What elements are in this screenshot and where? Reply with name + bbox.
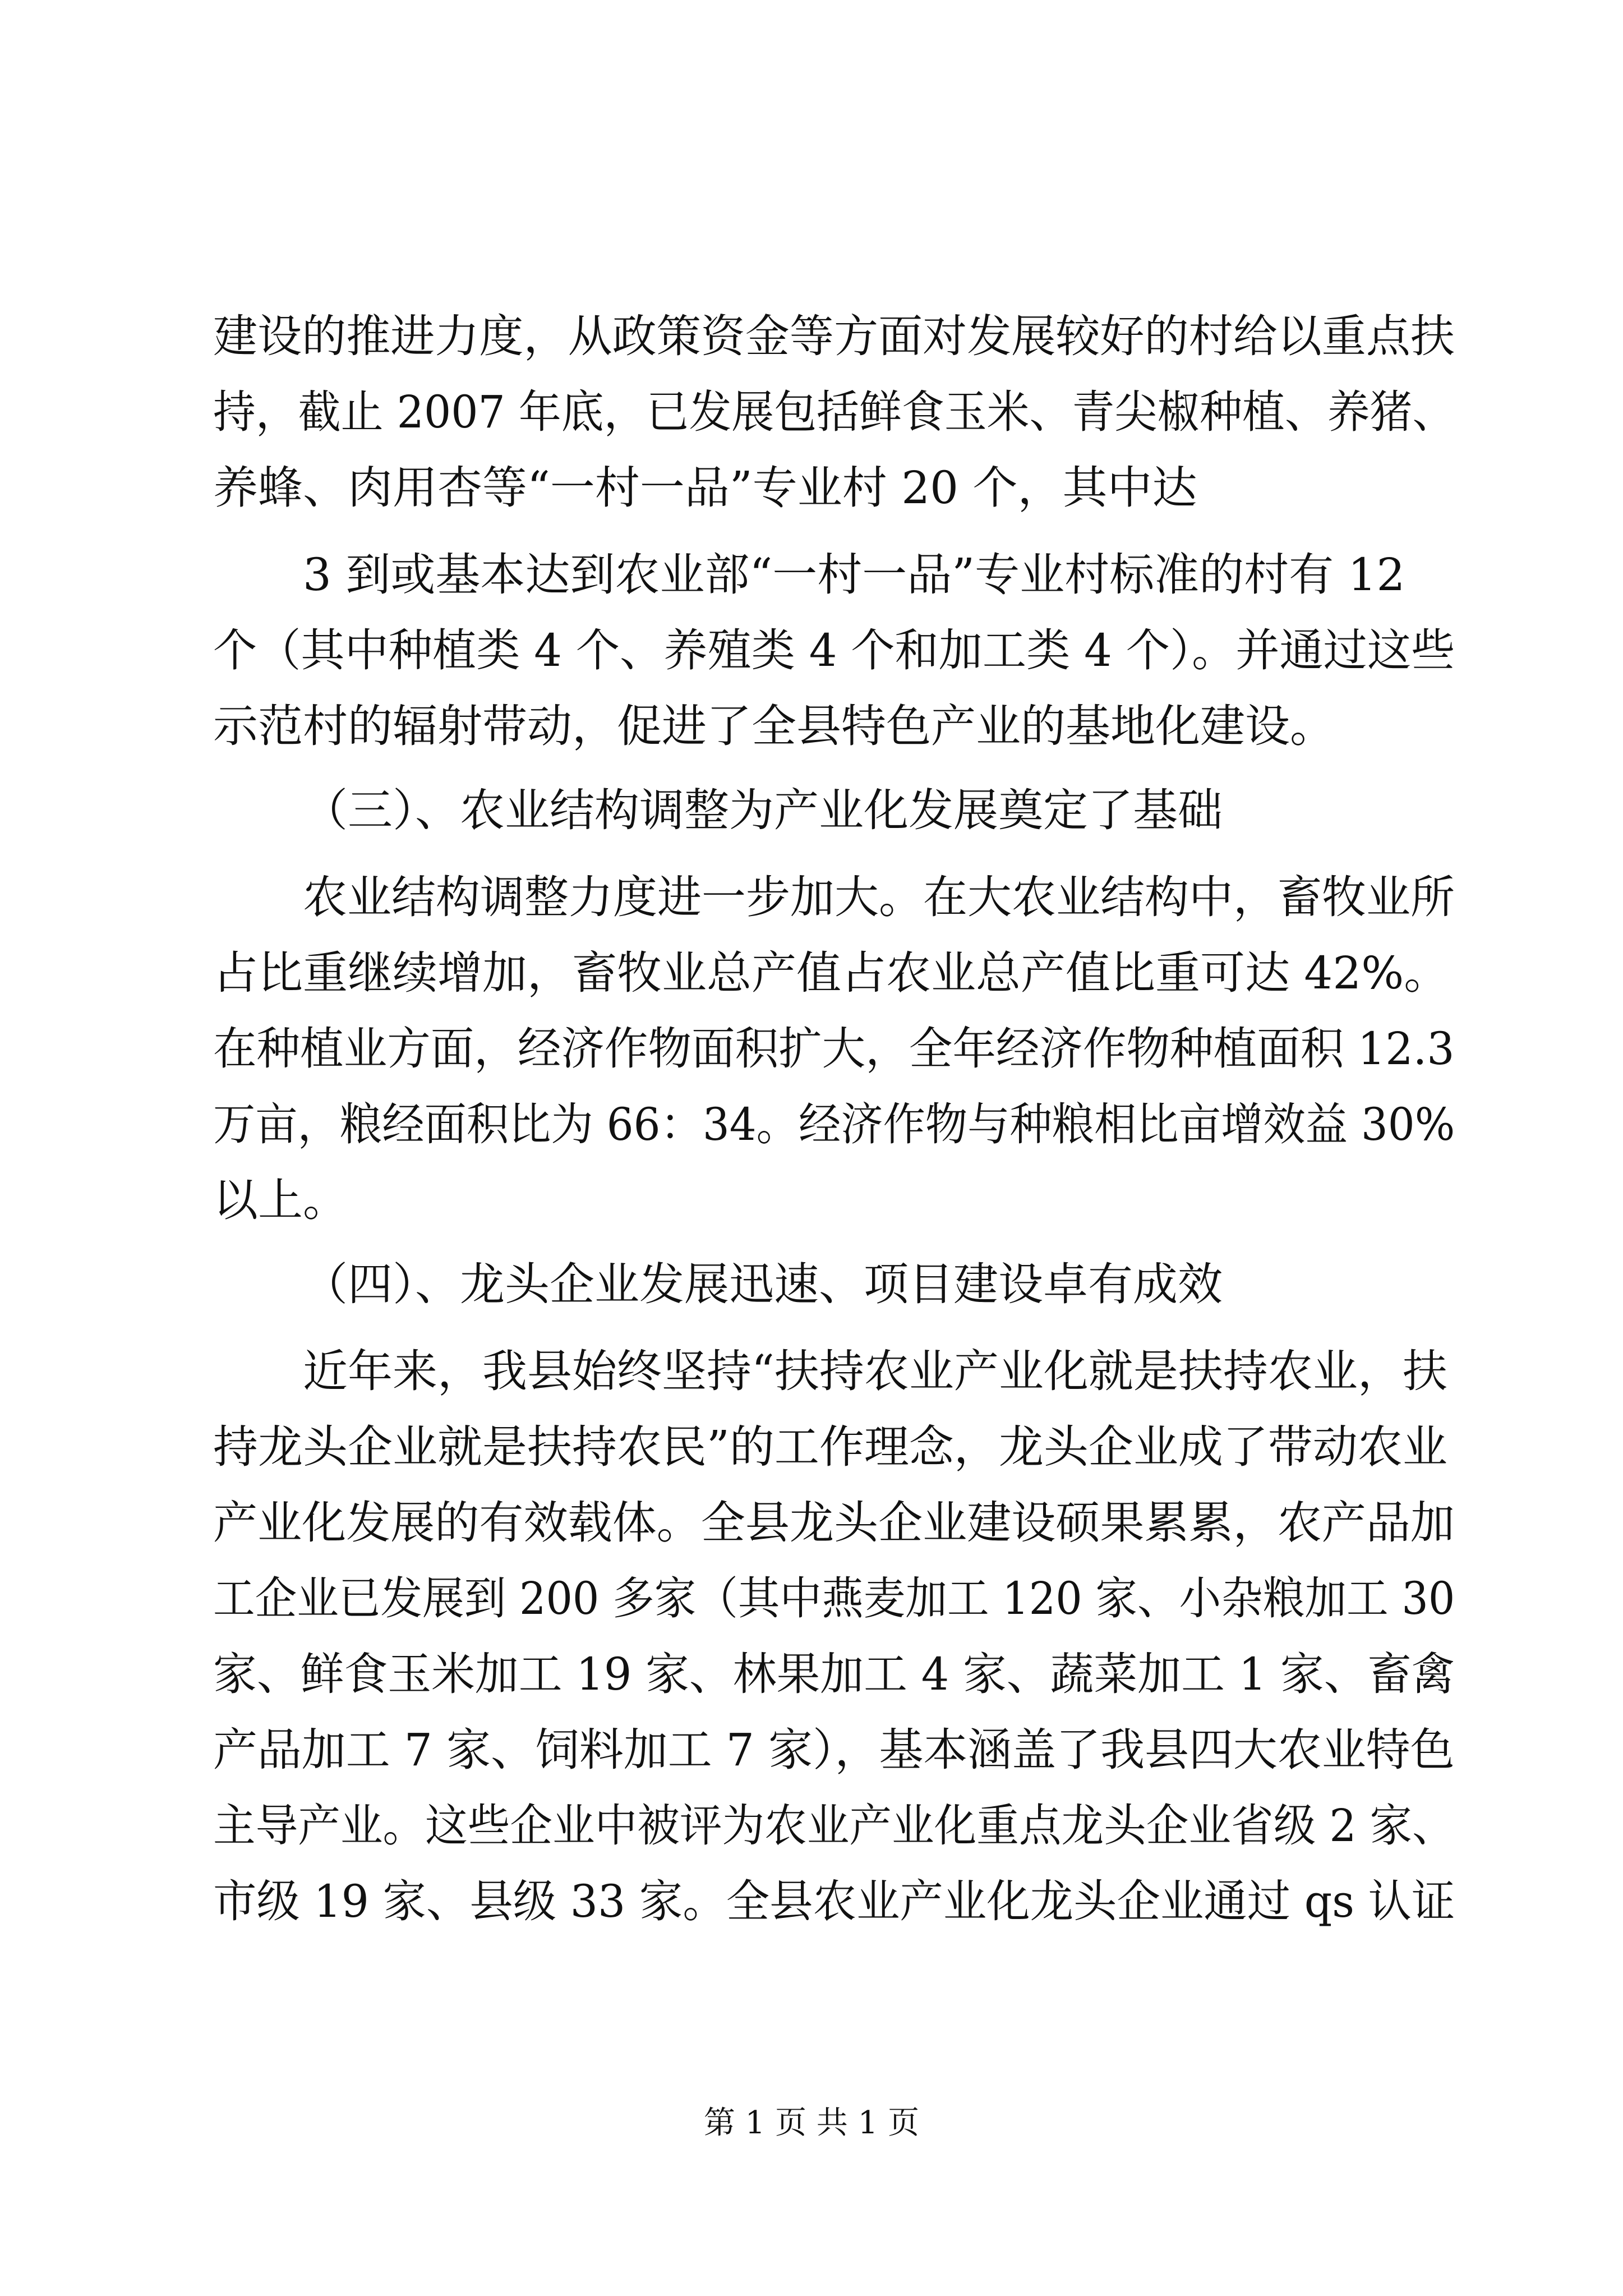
- section-heading: （四）、龙头企业发展迅速、项目建设卓有成效: [303, 1258, 1223, 1310]
- text-line: 家、鲜食玉米加工 19 家、林果加工 4 家、蔬菜加工 1 家、畜禽: [213, 1648, 1455, 1700]
- text-line: 产品加工 7 家、饲料加工 7 家），基本涵盖了我县四大农业特色: [213, 1724, 1455, 1776]
- text-line: 建设的推进力度，从政策资金等方面对发展较好的村给以重点扶: [213, 310, 1455, 362]
- text-line: 以上。: [213, 1174, 348, 1226]
- text-line: 主导产业。这些企业中被评为农业产业化重点龙头企业省级 2 家、: [213, 1800, 1455, 1852]
- text-line: 在种植业方面，经济作物面积扩大，全年经济作物种植面积 12.3: [213, 1023, 1455, 1075]
- text-line: 近年来，我县始终坚持“扶持农业产业化就是扶持农业，扶: [303, 1345, 1447, 1397]
- text-line: 持龙头企业就是扶持农民”的工作理念，龙头企业成了带动农业: [213, 1421, 1447, 1473]
- text-line: 产业化发展的有效载体。全县龙头企业建设硕果累累，农产品加: [213, 1497, 1455, 1549]
- text-line: 万亩，粮经面积比为 66：34。经济作物与种粮相比亩增效益 30%: [213, 1098, 1455, 1151]
- text-line: 示范村的辐射带动，促进了全县特色产业的基地化建设。: [213, 700, 1335, 752]
- text-line: 占比重继续增加，畜牧业总产值占农业总产值比重可达 42%。: [213, 947, 1449, 999]
- text-line: 农业结构调整力度进一步加大。在大农业结构中，畜牧业所: [303, 871, 1455, 923]
- text-line: 持，截止 2007 年底，已发展包括鲜食玉米、青尖椒种植、养猪、: [213, 386, 1455, 438]
- page-footer: 第 1 页 共 1 页: [703, 2105, 920, 2141]
- text-line: 市级 19 家、县级 33 家。全县农业产业化龙头企业通过 qs 认证: [213, 1875, 1455, 1927]
- section-heading: （三）、农业结构调整为产业化发展奠定了基础: [303, 784, 1223, 836]
- text-line: 工企业已发展到 200 多家（其中燕麦加工 120 家、小杂粮加工 30: [213, 1572, 1455, 1625]
- text-line: 个（其中种植类 4 个、养殖类 4 个和加工类 4 个）。并通过这些: [213, 624, 1455, 677]
- text-line: 养蜂、肉用杏等“一村一品”专业村 20 个，其中达: [213, 462, 1197, 514]
- text-line: 3 到或基本达到农业部“一村一品”专业村标准的村有 12: [303, 549, 1405, 601]
